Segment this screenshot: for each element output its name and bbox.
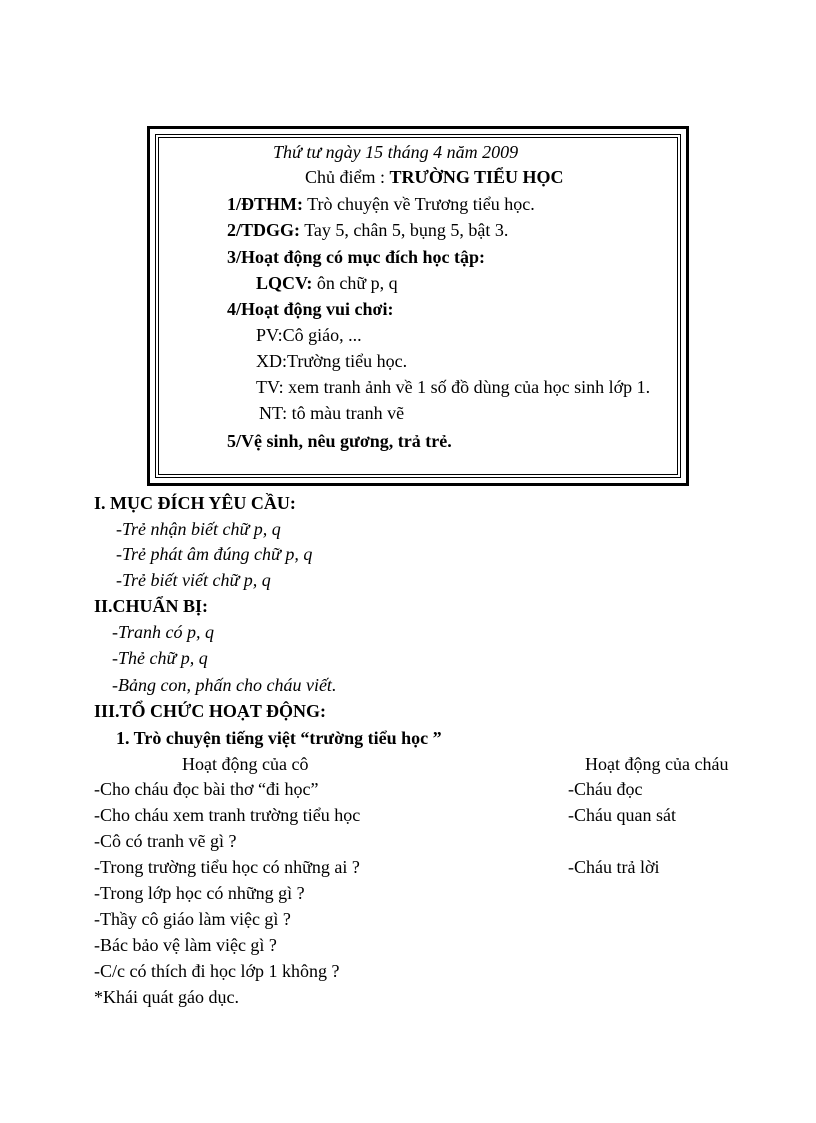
- section2-line: -Bảng con, phấn cho cháu viết.: [112, 675, 337, 695]
- teacher-activity: -Cho cháu đọc bài thơ “đi học”: [94, 779, 319, 799]
- box-item-label: 2/TDGG:: [227, 220, 301, 240]
- section2-heading: II.CHUẨN BỊ:: [94, 596, 209, 616]
- section2-line: -Thẻ chữ p, q: [112, 648, 208, 668]
- box-item-tv: TV: xem tranh ảnh về 1 số đồ dùng của học sinh lớp 1.: [256, 377, 651, 397]
- box-item-4: 4/Hoạt động vui chơi:: [227, 299, 394, 319]
- theme-name: TRƯỜNG TIỂU HỌC: [389, 167, 564, 187]
- box-item-3: 3/Hoạt động có mục đích học tập:: [227, 247, 486, 267]
- box-item-label: LQCV:: [256, 273, 313, 293]
- box-item-text: Tay 5, chân 5, bụng 5, bật 3.: [300, 220, 509, 240]
- section1-line: -Trẻ phát âm đúng chữ p, q: [116, 544, 313, 564]
- section1-line: -Trẻ nhận biết chữ p, q: [116, 519, 281, 539]
- section1-line: -Trẻ biết viết chữ p, q: [116, 570, 271, 590]
- box-item-2: [227, 221, 508, 239]
- teacher-activity: -Bác bảo vệ làm việc gì ?: [94, 935, 277, 955]
- teacher-activity: -Cho cháu xem tranh trường tiểu học: [94, 805, 361, 825]
- col-child-header: Hoạt động của cháu: [585, 754, 729, 774]
- box-item-text: Trò chuyện về Trương tiểu học.: [303, 194, 535, 214]
- section3-subheading: [116, 729, 442, 747]
- child-activity: -Cháu trả lời: [568, 857, 660, 877]
- box-item-5: 5/Vệ sinh, nêu gương, trả trẻ.: [227, 431, 452, 451]
- box-item-lqcv: [256, 274, 398, 292]
- child-activity: -Cháu đọc: [568, 779, 643, 799]
- date-line: Thứ tư ngày 15 tháng 4 năm 2009: [273, 142, 519, 162]
- teacher-activity: -Thầy cô giáo làm việc gì ?: [94, 909, 291, 929]
- teacher-activity: -Cô có tranh vẽ gì ?: [94, 831, 237, 851]
- section3-subheading-text: 1. Trò chuyện tiếng việt “trường tiểu học ”: [116, 728, 442, 748]
- col-teacher-header: Hoạt động của cô: [182, 754, 309, 774]
- teacher-activity: -Trong lớp học có những gì ?: [94, 883, 305, 903]
- section1-heading: I. MỤC ĐÍCH YÊU CẦU:: [94, 493, 296, 513]
- theme-line: [305, 168, 564, 186]
- theme-prefix: Chủ điểm :: [305, 167, 390, 187]
- box-item-pv: PV:Cô giáo, ...: [256, 325, 362, 345]
- teacher-activity: -Trong trường tiểu học có những ai ?: [94, 857, 360, 877]
- box-item-nt: NT: tô màu tranh vẽ: [259, 403, 405, 423]
- teacher-activity: *Khái quát gáo dục.: [94, 987, 239, 1007]
- box-item-xd: XD:Trường tiểu học.: [256, 351, 408, 371]
- section2-line: -Tranh có p, q: [112, 622, 215, 642]
- box-item-1: [227, 195, 535, 213]
- box-item-label: 1/ĐTHM:: [227, 194, 303, 214]
- box-item-text: ôn chữ p, q: [312, 273, 398, 293]
- teacher-activity: -C/c có thích đi học lớp 1 không ?: [94, 961, 340, 981]
- section3-heading: III.TỔ CHỨC HOẠT ĐỘNG:: [94, 701, 327, 721]
- child-activity: -Cháu quan sát: [568, 805, 676, 825]
